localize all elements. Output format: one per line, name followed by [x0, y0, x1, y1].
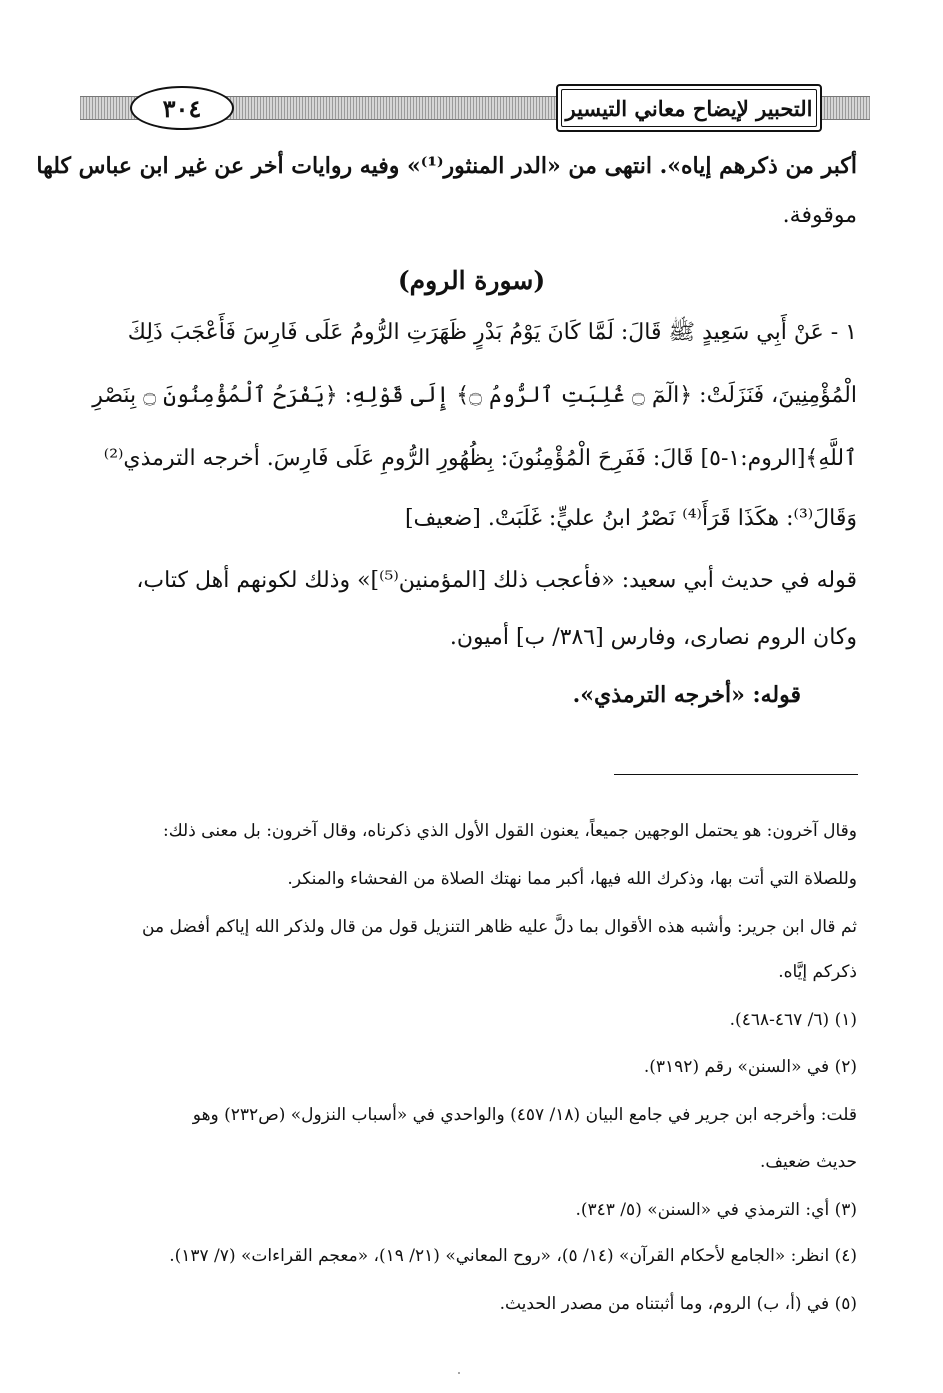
- section-heading: (سورة الروم): [397, 266, 546, 295]
- commentary-line: وكان الروم نصارى، وفارس [٣٨٦/ ب] أميون.: [449, 625, 857, 650]
- hadith-line: ١ - عَنْ أَبِي سَعِيدٍ ﷺ قَالَ: لَمَّا كَانَ يَوْمُ بَدْرٍ ظَهَرَتِ الرُّومُ عَلَى فَارِسَ فَأَعْجَبَ ذَلِكَ: [127, 320, 857, 345]
- book-title: التحبير لإيضاح معاني التيسير: [561, 89, 817, 127]
- footnote-separator: [614, 774, 858, 775]
- page-number: ٣٠٤: [130, 86, 234, 130]
- footnote-line: قلت: وأخرجه ابن جرير في جامع البيان (١٨/ ٤٥٧) والواحدي في «أسباب النزول» (ص٢٣٢) وهو: [192, 1105, 857, 1125]
- footnote-3: (٣) أي: الترمذي في «السنن» (٥/ ٣٤٣).: [575, 1200, 857, 1220]
- footnote-line: حديث ضعيف.: [759, 1152, 857, 1172]
- footnote-2: (٢) في «السنن» رقم (٣١٩٢).: [643, 1057, 857, 1077]
- footnote-line: وللصلاة التي أتت بها، وذكرك الله فيها، أكبر مما نهتك الصلاة من الفحشاء والمنكر.: [287, 869, 857, 889]
- hadith-line: الْمُؤْمِنِينَ، فَنَزَلَتْ: ﴿الٓمٓ ۝ غُلِبَتِ ٱلرُّومُ ۝﴾ إِلَى قَوْلِهِ: ﴿يَفْرَحُ ٱلْمُؤْمِنُونَ ۝ بِنَصْرِ: [92, 383, 857, 408]
- hadith-line: وَقَالَ⁽³⁾: هكَذَا قَرَأَ⁽⁴⁾ نَصْرُ ابنُ عليٍّ: غَلَبَتْ. [ضعيف]: [404, 506, 857, 531]
- footnote-1: (١) (٦/ ٤٦٧-٤٦٨).: [729, 1010, 857, 1030]
- footnote-line: ذكركم إيَّاه.: [778, 962, 857, 982]
- intro-line: موقوفة.: [782, 203, 857, 228]
- footnote-line: وقال آخرون: هو يحتمل الوجهين جميعاً، يعنون القول الأول الذي ذكرناه، وقال آخرون: بل معنى ذلك:: [162, 821, 857, 841]
- scan-speck: [458, 1372, 460, 1374]
- intro-line: أكبر من ذكرهم إياه». انتهى من «الدر المنثور⁽¹⁾» وفيه روايات أخر عن غير ابن عباس كلها: [36, 153, 857, 179]
- hadith-line: ٱللَّهِ﴾[الروم:١-٥] قَالَ: فَفَرِحَ الْمُؤْمِنُونَ: بِظُهُورِ الرُّومِ عَلَى فَارِسَ. أخرجه الترمذي⁽²⁾: [103, 446, 857, 471]
- footnote-5: (٥) في (أ، ب) الروم، وما أثبتناه من مصدر الحديث.: [499, 1294, 857, 1314]
- commentary-line: قوله في حديث أبي سعيد: «فأعجب ذلك [المؤمنين⁽⁵⁾]» وذلك لكونهم أهل كتاب،: [136, 568, 857, 593]
- commentary-line: قوله: «أخرجه الترمذي».: [572, 682, 801, 708]
- footnote-4: (٤) انظر: «الجامع لأحكام القرآن» (١٤/ ٥)، «روح المعاني» (٢١/ ١٩)، «معجم القراءات» (٧/ ١٣٧).: [169, 1246, 857, 1266]
- footnote-line: ثم قال ابن جرير: وأشبه هذه الأقوال بما دلَّ عليه ظاهر التنزيل قول من قال ولذكر الله إياكم أفضل من: [142, 917, 857, 937]
